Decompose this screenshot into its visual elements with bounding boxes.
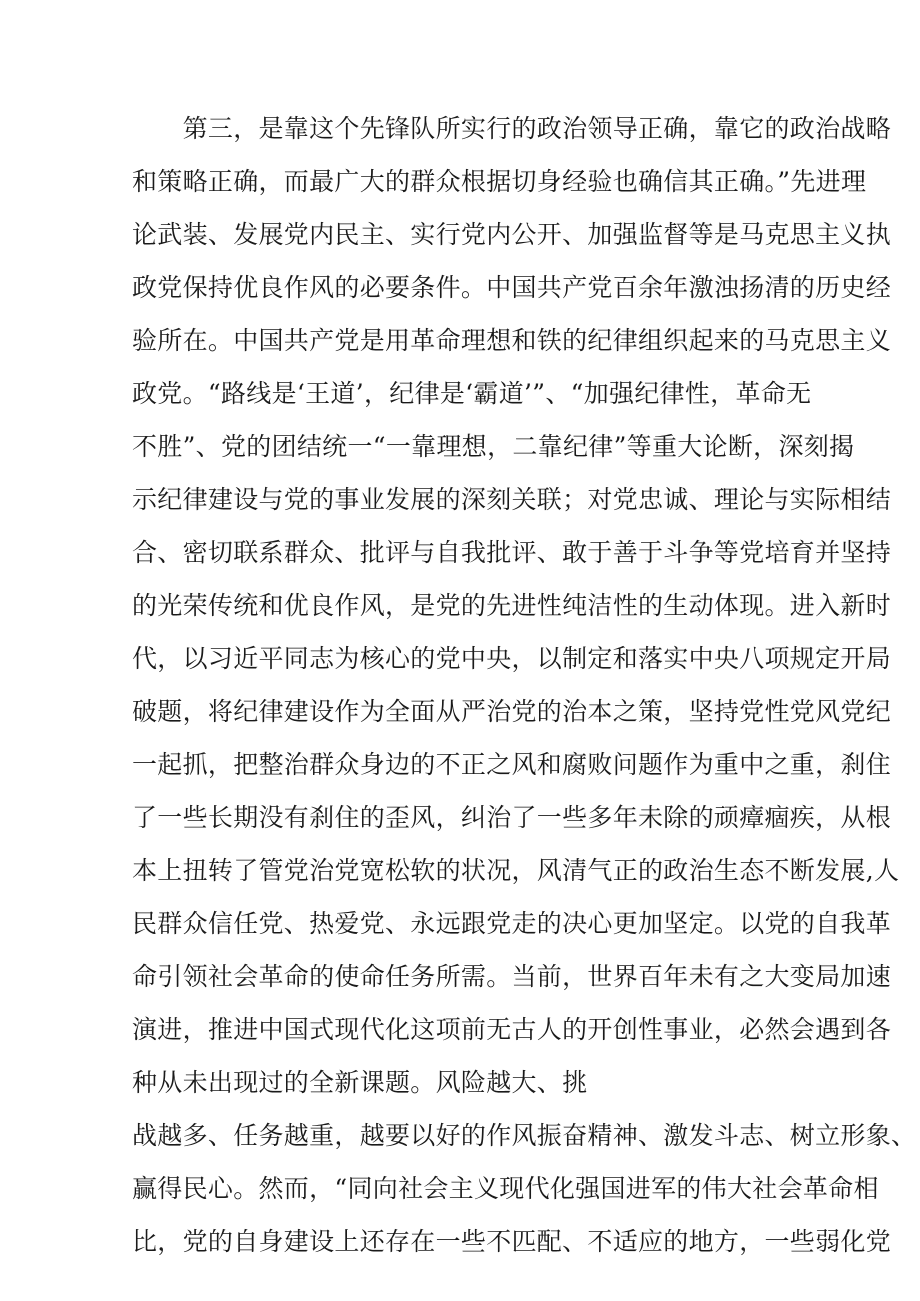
text-line: 破题，将纪律建设作为全面从严治党的治本之策，坚持党性党风党纪	[132, 697, 892, 726]
text-line: 战越多、任务越重，越要以好的作风振奋精神、激发斗志、树立形象、	[132, 1121, 917, 1150]
text-line: 的光荣传统和优良作风，是党的先进性纯洁性的生动体现。进入新时	[132, 591, 892, 620]
text-line: 示纪律建设与党的事业发展的深刻关联；对党忠诚、理论与实际相结	[132, 485, 892, 514]
text-line: 代，以习近平同志为核心的党中央，以制定和落实中央八项规定开局	[132, 644, 892, 673]
text-line: 一起抓，把整治群众身边的不正之风和腐败问题作为重中之重，刹住	[132, 750, 892, 779]
text-line: 比，党的自身建设上还存在一些不匹配、不适应的地方，一些弱化党	[132, 1227, 892, 1256]
text-line: 本上扭转了管党治党宽松软的状况，风清气正的政治生态不断发展,人	[132, 856, 900, 885]
text-line: 种从未出现过的全新课题。风险越大、挑	[132, 1068, 588, 1097]
text-line: 政党保持优良作风的必要条件。中国共产党百余年激浊扬清的历史经	[132, 273, 892, 302]
text-line: 论武装、发展党内民主、实行党内公开、加强监督等是马克思主义执	[132, 220, 892, 249]
text-line: 了一些长期没有刹住的歪风，纠治了一些多年未除的顽瘴痼疾，从根	[132, 803, 892, 832]
text-line: 和策略正确，而最广大的群众根据切身经验也确信其正确。”先进理	[132, 167, 867, 196]
text-line: 民群众信任党、热爱党、永远跟党走的决心更加坚定。以党的自我革	[132, 909, 892, 938]
text-line: 命引领社会革命的使命任务所需。当前，世界百年未有之大变局加速	[132, 962, 892, 991]
text-line: 第三，是靠这个先锋队所实行的政治领导正确，靠它的政治战略	[132, 114, 892, 143]
text-line: 不胜”、党的团结统一“一靠理想，二靠纪律”等重大论断，深刻揭	[132, 432, 855, 461]
text-line: 政党。“路线是‘王道’，纪律是‘霸道’”、“加强纪律性，革命无	[132, 379, 812, 408]
text-line: 合、密切联系群众、批评与自我批评、敢于善于斗争等党培育并坚持	[132, 538, 892, 567]
text-line: 演进，推进中国式现代化这项前无古人的开创性事业，必然会遇到各	[132, 1015, 892, 1044]
text-line: 验所在。中国共产党是用革命理想和铁的纪律组织起来的马克思主义	[132, 326, 892, 355]
text-line: 赢得民心。然而，“同向社会主义现代化强国进军的伟大社会革命相	[132, 1174, 879, 1203]
